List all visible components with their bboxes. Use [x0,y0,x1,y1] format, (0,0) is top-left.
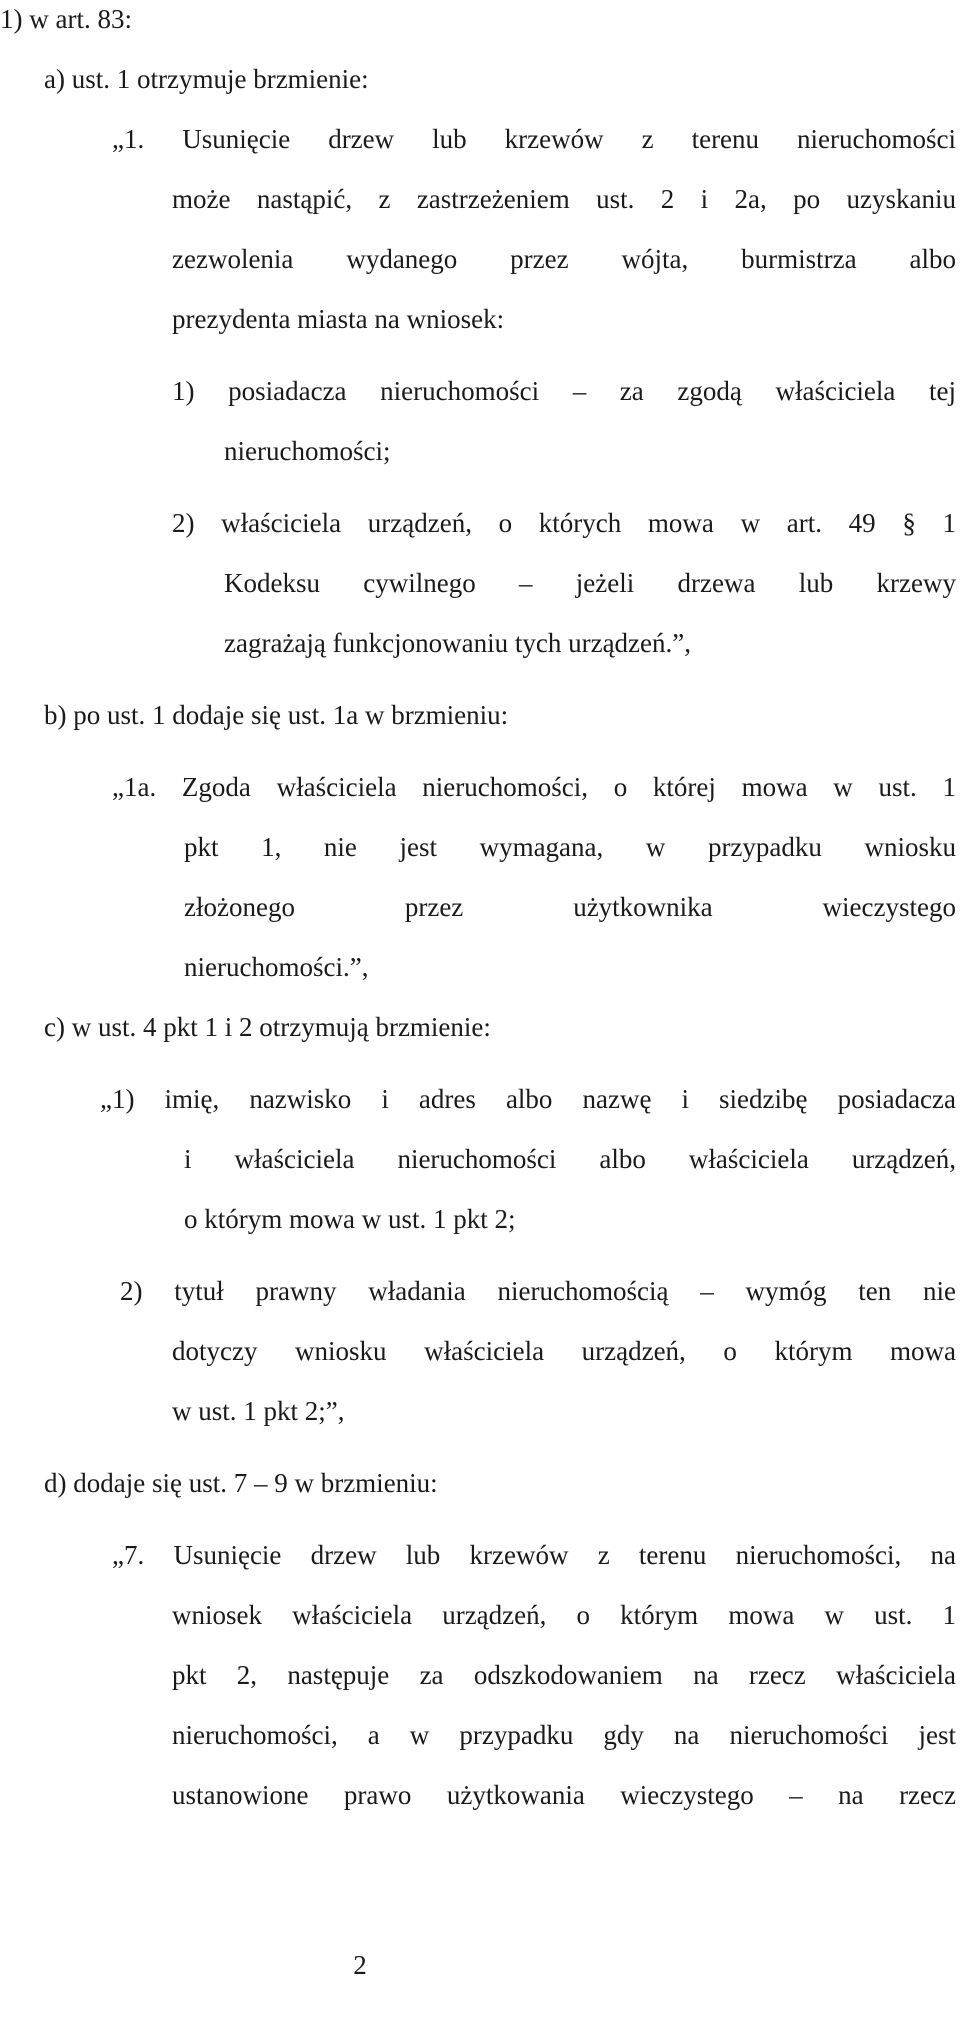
paragraph-line: dotyczy wniosku właściciela urządzeń, o którym mowa [172,1336,956,1366]
paragraph-line: złożonego przez użytkownika wieczystego [184,892,956,922]
subpoint-a: a) ust. 1 otrzymuje brzmienie: [44,64,369,94]
paragraph-line: zezwolenia wydanego przez wójta, burmistrza albo [172,244,956,274]
paragraph-line: 2) właściciela urządzeń, o których mowa w art. 49 § 1 [172,508,956,538]
paragraph-line: pkt 1, nie jest wymagana, w przypadku wniosku [184,832,956,862]
paragraph-line: „1a. Zgoda właściciela nieruchomości, o której mowa w ust. 1 [112,772,956,802]
subpoint-c: c) w ust. 4 pkt 1 i 2 otrzymują brzmienie: [44,1012,491,1042]
paragraph-line: 2) tytuł prawny władania nieruchomością – wymóg ten nie [120,1276,956,1306]
paragraph-line: 1) posiadacza nieruchomości – za zgodą właściciela tej [172,376,956,406]
paragraph-line: prezydenta miasta na wniosek: [172,304,505,334]
paragraph-line: wniosek właściciela urządzeń, o którym mowa w ust. 1 [172,1600,956,1630]
amendment-item-1: 1) w art. 83: [0,4,132,34]
paragraph-line: w ust. 1 pkt 2;”, [172,1396,345,1426]
paragraph-line: nieruchomości.”, [184,952,369,982]
subpoint-d: d) dodaje się ust. 7 – 9 w brzmieniu: [44,1468,438,1498]
paragraph-line: „7. Usunięcie drzew lub krzewów z terenu nieruchomości, na [112,1540,956,1570]
paragraph-line: pkt 2, następuje za odszkodowaniem na rzecz właściciela [172,1660,956,1690]
paragraph-line: „1. Usunięcie drzew lub krzewów z terenu nieruchomości [112,124,956,154]
paragraph-line: „1) imię, nazwisko i adres albo nazwę i siedzibę posiadacza [100,1084,956,1114]
subpoint-b: b) po ust. 1 dodaje się ust. 1a w brzmieniu: [44,700,509,730]
paragraph-line: nieruchomości; [224,436,391,466]
paragraph-line: Kodeksu cywilnego – jeżeli drzewa lub krzewy [224,568,956,598]
paragraph-line: może nastąpić, z zastrzeżeniem ust. 2 i 2a, po uzyskaniu [172,184,956,214]
paragraph-line: o którym mowa w ust. 1 pkt 2; [184,1204,516,1234]
paragraph-line: zagrażają funkcjonowaniu tych urządzeń.”, [224,628,692,658]
paragraph-line: ustanowione prawo użytkowania wieczystego – na rzecz [172,1780,956,1810]
paragraph-line: nieruchomości, a w przypadku gdy na nieruchomości jest [172,1720,956,1750]
page-number: 2 [353,1950,367,1980]
paragraph-line: i właściciela nieruchomości albo właściciela urządzeń, [184,1144,956,1174]
